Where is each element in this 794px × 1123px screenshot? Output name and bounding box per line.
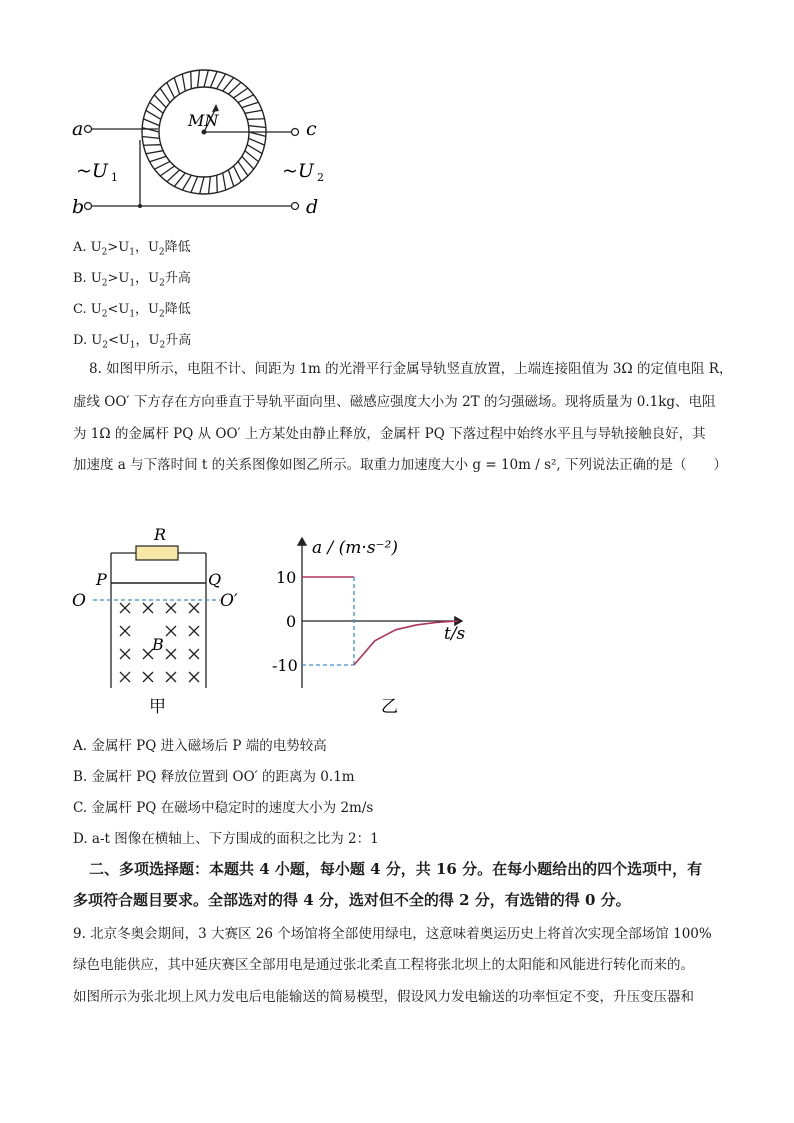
winding-turn (242, 156, 254, 169)
section2-line2: 多项符合题目要求。全部选对的得 4 分，选对但不全的得 2 分，有选错的得 0 分。 (73, 891, 631, 909)
q7-option-part: 2 (159, 309, 165, 320)
label-u2: ~U (282, 160, 314, 182)
q7-option-part: 2 (101, 247, 108, 258)
caption-yi: 乙 (381, 697, 398, 717)
winding-turn (217, 175, 218, 192)
label-c: c (306, 118, 317, 140)
field-cross (189, 649, 199, 659)
winding-turn (242, 102, 259, 107)
winding-turn (154, 161, 170, 169)
caption-jia: 甲 (149, 697, 166, 717)
q7-option-part: ，U (135, 271, 160, 286)
q7-option-part: D. (73, 333, 92, 348)
field-cross (189, 603, 199, 613)
q9-line3: 如图所示为张北坝上风力发电后电能输送的简易模型，假设风力发电输送的功率恒定不变，升压变压器和 (73, 989, 694, 1005)
q8-line1: 8. 如图甲所示，电阻不计、间距为 1m 的光滑平行金属导轨竖直放置，上端连接阻值为 3Ω 的定值电阻 R， (89, 361, 733, 377)
q7-option-b (73, 267, 191, 289)
q7-option-part: 2 (159, 340, 166, 351)
q7-option-part: 1 (129, 309, 136, 320)
label-mn: MN (188, 111, 219, 130)
winding-turn (143, 119, 159, 126)
terminal-c (292, 129, 299, 136)
figure-jia (68, 520, 258, 720)
label-r: R (154, 525, 167, 544)
x-axis-label: t/s (444, 624, 466, 644)
winding-turn (217, 74, 226, 89)
q7-option-part: U (90, 240, 102, 255)
ytick-0: 0 (286, 612, 297, 631)
winding-turn (249, 138, 265, 145)
q8-line2: 虚线 OO′ 下方存在方向垂直于导轨平面向里、磁感应强度大小为 2T 的匀强磁场。现将质量为 0.1kg、电阻 (73, 394, 716, 410)
y-axis-label: a / (m·s⁻²) (312, 538, 398, 558)
field-cross (120, 649, 130, 659)
winding-turn (249, 126, 266, 128)
q7-option-part: ，U (135, 333, 160, 348)
winding-turn (143, 145, 160, 146)
q7-option-part: U (90, 271, 102, 286)
q7-option-d (73, 329, 191, 351)
series-curve-decay (354, 621, 458, 665)
winding-turn (200, 177, 204, 194)
q7-option-part: 2 (102, 340, 108, 351)
label-b: b (72, 196, 85, 218)
winding-turn (160, 166, 174, 176)
q7-option-part: >U (107, 271, 130, 286)
q8-option-c: C. 金属杆 PQ 在磁场中稳定时的速度大小为 2m/s (73, 800, 374, 816)
field-cross (120, 603, 130, 613)
q8-option-d: D. a-t 图像在横轴上、下方围成的面积之比为 2：1 (73, 831, 379, 847)
q8-option-b: B. 金属杆 PQ 释放位置到 OO′ 的距离为 0.1m (73, 769, 355, 785)
winding-turn (228, 82, 241, 94)
winding-turn (245, 151, 259, 162)
winding-turn (209, 177, 211, 194)
winding-turn (174, 173, 185, 187)
figure-yi-chart (262, 528, 472, 720)
q7-option-part: 1 (129, 278, 136, 289)
terminal-a (85, 126, 92, 133)
q7-option-part: <U (107, 333, 130, 348)
winding-turn (247, 119, 264, 120)
q7-option-part: <U (107, 302, 130, 317)
winding-turn (198, 70, 200, 87)
winding-turn (245, 110, 262, 113)
winding-turn (150, 102, 164, 113)
autotransformer-figure (70, 60, 330, 225)
winding-turn (223, 78, 234, 92)
q8-option-a: A. 金属杆 PQ 进入磁场后 P 端的电势较高 (73, 738, 327, 754)
winding-turn (228, 170, 233, 187)
winding-turn (238, 95, 254, 103)
winding-turn (233, 88, 247, 98)
label-u1-sub: 1 (111, 171, 118, 184)
q7-option-part: U (90, 302, 102, 317)
winding-turn (182, 175, 191, 190)
q7-option-part: 升高 (164, 271, 191, 286)
winding-turn (160, 88, 170, 102)
q8-line4: 加速度 a 与下落时间 t 的关系图像如图乙所示。取重力加速度大小 g = 10m / s², 下列说法正确的是（ ） (73, 457, 727, 473)
label-u2-sub: 2 (317, 171, 324, 184)
label-o: O (72, 591, 86, 611)
field-cross (166, 672, 176, 682)
winding-turn (191, 71, 192, 88)
resistor-r (136, 546, 178, 560)
winding-turn (233, 166, 241, 182)
q7-option-part: 降低 (164, 302, 191, 317)
field-cross (166, 626, 176, 636)
label-o-prime: O′ (220, 591, 238, 611)
field-cross (189, 626, 199, 636)
label-q: Q (208, 570, 222, 589)
q7-option-part: ，U (134, 240, 159, 255)
q7-option-part: 1 (129, 340, 136, 351)
label-a: a (72, 118, 84, 140)
label-d: d (306, 196, 319, 218)
label-p: P (96, 570, 107, 589)
terminal-b (85, 203, 92, 210)
winding-turn (210, 71, 217, 87)
winding-turn (249, 132, 266, 136)
field-cross (189, 672, 199, 682)
q7-option-part: 2 (158, 247, 165, 258)
winding-turn (204, 70, 208, 87)
q7-option-part: U (91, 333, 103, 348)
winding-turn (167, 170, 180, 182)
q7-option-c (73, 298, 191, 320)
q7-option-a (73, 236, 191, 258)
q7-option-part: C. (73, 302, 91, 317)
winding-turn (142, 137, 159, 139)
q7-option-part: 2 (159, 278, 165, 289)
q7-option-part: B. (73, 271, 91, 286)
q7-option-part: 2 (101, 309, 108, 320)
q9-line2: 绿色电能供应，其中延庆赛区全部用电是通过张北柔直工程将张北坝上的太阳能和风能进行转化而来的。 (73, 957, 694, 973)
field-cross (166, 649, 176, 659)
winding-turn (238, 161, 248, 175)
ytick-10: 10 (276, 568, 297, 587)
field-cross (120, 672, 130, 682)
field-cross (120, 626, 130, 636)
q9-line1: 9. 北京冬奥会期间，3 大赛区 26 个场馆将全部使用绿电，这意味着奥运历史上将首次实现全部场馆 100% (73, 926, 712, 942)
winding-turn (146, 151, 163, 154)
field-cross (166, 603, 176, 613)
winding-turn (167, 82, 175, 98)
label-b-field: B (152, 635, 164, 654)
winding-turn (223, 173, 226, 190)
q7-option-part: 2 (101, 278, 108, 289)
q7-option-part: 升高 (165, 333, 192, 348)
q7-option-part: ，U (135, 302, 160, 317)
ytick-neg10: -10 (272, 656, 298, 675)
q8-line3: 为 1Ω 的金属杆 PQ 从 OO′ 上方某处由静止释放，金属杆 PQ 下落过程中始终水平且与导轨接触良好，其 (73, 426, 706, 442)
winding-turn (142, 128, 159, 132)
terminal-d (292, 203, 299, 210)
q7-option-part: >U (107, 240, 130, 255)
field-cross (143, 603, 153, 613)
winding-turn (146, 110, 161, 119)
label-u1: ~U (76, 160, 108, 182)
q7-option-part: 降低 (164, 240, 191, 255)
winding-turn (247, 145, 262, 154)
section2-line1: 二、多项选择题：本题共 4 小题，每小题 4 分，共 16 分。在每小题给出的四个选项中，有 (89, 860, 703, 878)
q7-option-part: 1 (129, 247, 135, 258)
winding-turn (150, 156, 167, 161)
winding-turn (174, 78, 179, 95)
field-cross (143, 672, 153, 682)
winding-turn (191, 177, 198, 193)
winding-turn (182, 74, 185, 91)
winding-turn (154, 95, 166, 108)
q7-option-part: A. (73, 240, 91, 255)
